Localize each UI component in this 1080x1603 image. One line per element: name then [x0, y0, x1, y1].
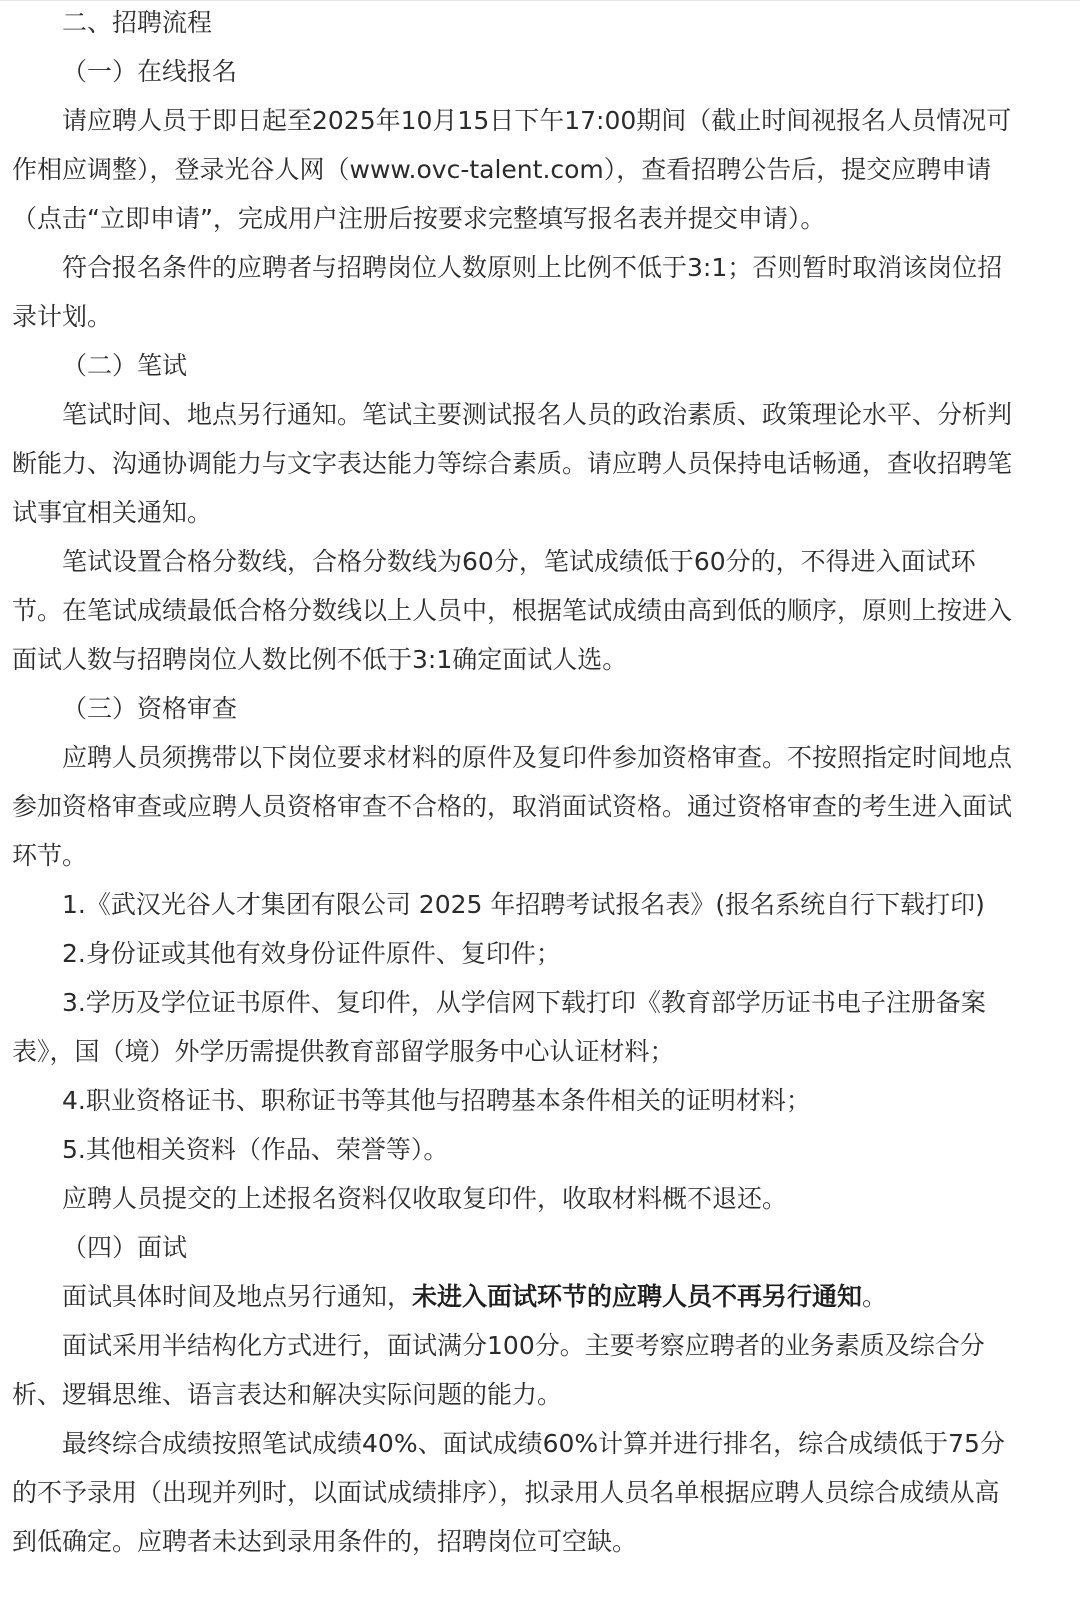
heading-online-registration: （一）在线报名	[62, 57, 238, 86]
list-item-application-form: 1.《武汉光谷人才集团有限公司 2025 年招聘考试报名表》(报名系统自行下载打印)	[62, 890, 985, 919]
list-item-other-materials: 5.其他相关资料（作品、荣誉等）。	[62, 1135, 449, 1164]
paragraph-interview-notice	[0, 1272, 1080, 1321]
paragraph-interview-format: 面试采用半结构化方式进行，面试满分100分。主要考察应聘者的业务素质及综合分析、逻辑思维、语言表达和解决实际问题的能力。	[12, 1331, 985, 1409]
paragraph-exam-content: 笔试时间、地点另行通知。笔试主要测试报名人员的政治素质、政策理论水平、分析判断能力、沟通协调能力与文字表达能力等综合素质。请应聘人员保持电话畅通，查收招聘笔试事宜相关通知。	[12, 400, 1013, 527]
interview-notice-suffix: 。	[862, 1282, 888, 1311]
interview-notice-bold: 未进入面试环节的应聘人员不再另行通知	[412, 1282, 863, 1311]
paragraph-review-requirements: 应聘人员须携带以下岗位要求材料的原件及复印件参加资格审查。不按照指定时间地点参加资格审查或应聘人员资格审查不合格的，取消面试资格。通过资格审查的考生进入面试环节。	[12, 743, 1013, 870]
paragraph-registration-ratio: 符合报名条件的应聘者与招聘岗位人数原则上比例不低于3:1；否则暂时取消该岗位招录计划。	[12, 253, 1003, 331]
paragraph-final-score: 最终综合成绩按照笔试成绩40%、面试成绩60%计算并进行排名，综合成绩低于75分的不予录用（出现并列时，以面试成绩排序），拟录用人员名单根据应聘人员综合成绩从高到低确定。应聘者未达到录用条件的，招聘岗位可空缺。	[12, 1429, 1005, 1556]
paragraph-registration-period: 请应聘人员于即日起至2025年10月15日下午17:00期间（截止时间视报名人员情况可作相应调整），登录光谷人网（www.ovc-talent.com），查看招聘公告后，提交应聘申请（点击“立即申请”，完成用户注册后按要求完整填写报名表并提交申请）。	[12, 106, 1012, 233]
paragraph-materials-note: 应聘人员提交的上述报名资料仅收取复印件，收取材料概不退还。	[62, 1184, 788, 1213]
heading-written-exam: （二）笔试	[62, 351, 188, 380]
heading-interview: （四）面试	[62, 1233, 188, 1262]
paragraph-exam-passing-score: 笔试设置合格分数线，合格分数线为60分，笔试成绩低于60分的，不得进入面试环节。在笔试成绩最低合格分数线以上人员中，根据笔试成绩由高到低的顺序，原则上按进入面试人数与招聘岗位人数比例不低于3:1确定面试人选。	[12, 547, 1013, 674]
list-item-professional-certificates: 4.职业资格证书、职称证书等其他与招聘基本条件相关的证明材料；	[62, 1086, 811, 1115]
interview-notice-prefix: 面试具体时间及地点另行通知，	[62, 1282, 413, 1311]
list-item-id-card: 2.身份证或其他有效身份证件原件、复印件；	[62, 939, 561, 968]
list-item-degree-certificates: 3.学历及学位证书原件、复印件，从学信网下载打印《教育部学历证书电子注册备案表》，国（境）外学历需提供教育部留学服务中心认证材料；	[12, 988, 986, 1066]
heading-qualification-review: （三）资格审查	[62, 694, 238, 723]
section-title: 二、招聘流程	[62, 8, 213, 37]
